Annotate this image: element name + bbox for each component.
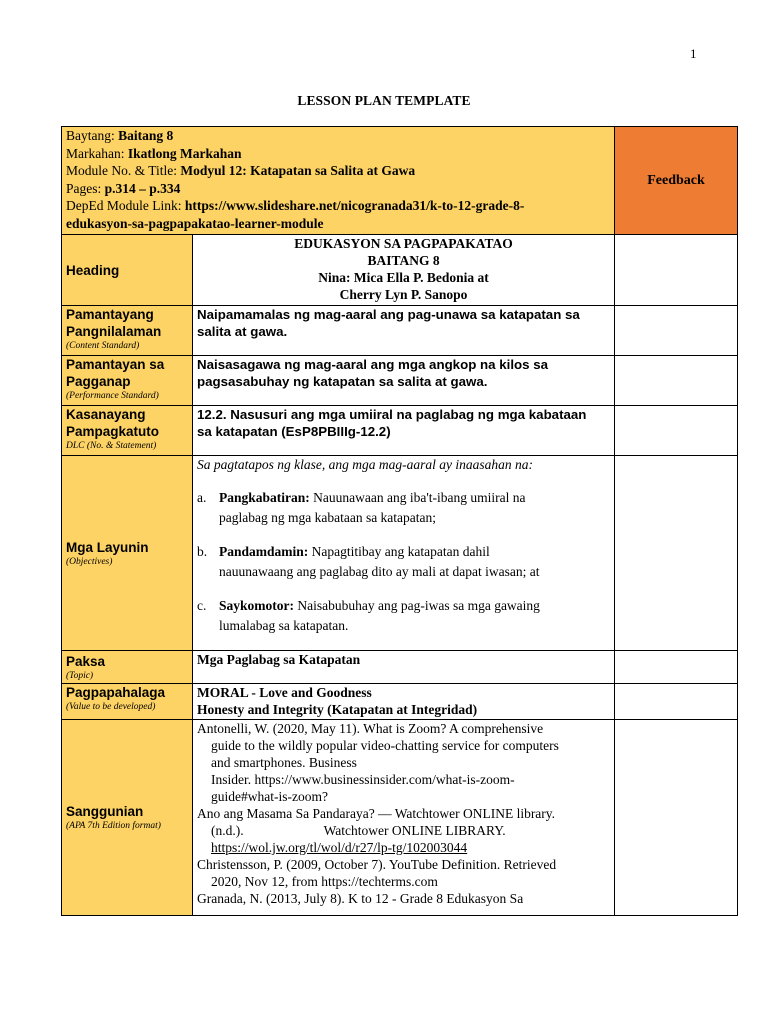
references-content bbox=[193, 720, 615, 916]
topic-row bbox=[62, 651, 738, 684]
topic-label: Paksa bbox=[66, 654, 106, 669]
reference-entry: Antonelli, W. (2020, May 11). What is Zoom? A comprehensive guide to the wildly popular video-chatting service for computers and smartphones. Business Insider. https://www.businessinsider.com/what-is-zoom- guide#what-is-zoom? bbox=[197, 721, 559, 804]
references-label-cell bbox=[62, 720, 193, 916]
feedback-cell[interactable] bbox=[615, 356, 738, 406]
objectives-intro: Sa pagtatapos ng klase, ang mga mag-aaral ay inaasahan na: bbox=[197, 457, 533, 472]
module-link[interactable]: https://www.slideshare.net/nicogranada31/k-to-12-grade-8- bbox=[184, 198, 525, 213]
performance-standard-label: Pamantayan sa bbox=[66, 357, 165, 372]
dlc-row bbox=[62, 406, 738, 456]
document-title: LESSON PLAN TEMPLATE bbox=[297, 93, 471, 108]
module-link-line: DepEd Module Link: https://www.slideshare.net/nicogranada31/k-to-12-grade-8- bbox=[66, 198, 525, 213]
heading-row bbox=[62, 235, 738, 306]
values-row bbox=[62, 684, 738, 720]
topic-text: Mga Paglabag sa Katapatan bbox=[193, 651, 615, 684]
dlc-sub: DLC (No. & Statement) bbox=[66, 441, 157, 451]
reference-link[interactable]: https://wol.jw.org/tl/wol/d/r27/lp-tg/102003044 bbox=[211, 840, 468, 855]
pages-value: p.314 – p.334 bbox=[104, 180, 181, 196]
objectives-content bbox=[193, 456, 615, 651]
feedback-cell[interactable] bbox=[615, 684, 738, 720]
heading-label-cell bbox=[62, 235, 193, 306]
feedback-header: Feedback bbox=[615, 127, 738, 235]
heading-content bbox=[193, 235, 615, 306]
references-label: Sanggunian bbox=[66, 804, 144, 819]
objective-title: Pangkabatiran: bbox=[219, 490, 310, 505]
performance-standard-text: Naisasagawa ng mag-aaral ang mga angkop na kilos sa pagsasabuhay ng katapatan sa salita at gawa. bbox=[193, 356, 615, 406]
feedback-cell[interactable] bbox=[615, 651, 738, 684]
references-sub: (APA 7th Edition format) bbox=[66, 821, 161, 831]
performance-standard-sub: (Performance Standard) bbox=[66, 391, 159, 401]
references-row bbox=[62, 720, 738, 916]
content-standard-text: Naipamamalas ng mag-aaral ang pag-unawa sa katapatan sa salita at gawa. bbox=[193, 306, 615, 356]
content-standard-label-cell: Pamantayang Pangnilalaman (Content Standard) bbox=[62, 306, 193, 356]
header-row bbox=[62, 127, 738, 235]
dlc-label: Kasanayang bbox=[66, 407, 146, 422]
feedback-cell[interactable] bbox=[615, 306, 738, 356]
module-line: Module No. & Title: Modyul 12: Katapatan sa Salita at Gawa bbox=[66, 163, 416, 178]
module-link-cont[interactable]: edukasyon-sa-pagpapakatao-learner-module bbox=[66, 215, 324, 231]
feedback-cell[interactable] bbox=[615, 235, 738, 306]
pages-line: Pages: p.314 – p.334 bbox=[66, 180, 181, 196]
dlc-label-cell: Kasanayang Pampagkatuto DLC (No. & Statement) bbox=[62, 406, 193, 456]
values-sub: (Value to be developed) bbox=[66, 702, 156, 712]
objective-item: a. Pangkabatiran: Nauunawaan ang iba't-ibang umiiral na paglabag ng mga kabataan sa katapatan; bbox=[197, 490, 526, 525]
values-label: Pagpapahalaga bbox=[66, 685, 166, 700]
heading-line-2: BAITANG 8 bbox=[367, 253, 440, 268]
objectives-label-cell bbox=[62, 456, 193, 651]
markahan-value: Ikatlong Markahan bbox=[127, 145, 242, 161]
topic-sub: (Topic) bbox=[66, 671, 94, 681]
feedback-cell[interactable] bbox=[615, 406, 738, 456]
objectives-sub: (Objectives) bbox=[66, 556, 113, 567]
performance-standard-label-cell: Pamantayan sa Pagganap (Performance Standard) bbox=[62, 356, 193, 406]
topic-label-cell bbox=[62, 651, 193, 684]
heading-label: Heading bbox=[66, 262, 120, 278]
content-standard-sub: (Content Standard) bbox=[66, 341, 140, 351]
objectives-row bbox=[62, 456, 738, 651]
reference-entry: Ano ang Masama Sa Pandaraya? — Watchtower ONLINE library. (n.d.). Watchtower ONLINE LIBRARY. https://wol.jw.org/tl/wol/d/r27/lp-tg/102003044 bbox=[197, 806, 556, 855]
baytang-line: Baytang: Baitang 8 bbox=[66, 128, 174, 143]
objective-title: Pandamdamin: bbox=[219, 544, 309, 559]
heading-line-3: Nina: Mica Ella P. Bedonia at bbox=[318, 270, 489, 285]
feedback-cell[interactable] bbox=[615, 456, 738, 651]
module-value: Modyul 12: Katapatan sa Salita at Gawa bbox=[180, 163, 416, 178]
objective-item: b. Pandamdamin: Napagtitibay ang katapatan dahil nauunawaang ang paglabag dito ay mali at dapat iwasan; at bbox=[197, 544, 540, 579]
reference-entry: Christensson, P. (2009, October 7). YouTube Definition. Retrieved 2020, Nov 12, from https://techterms.com bbox=[197, 857, 557, 889]
values-label-cell bbox=[62, 684, 193, 720]
feedback-cell[interactable] bbox=[615, 720, 738, 916]
performance-standard-row bbox=[62, 356, 738, 406]
lesson-plan-table bbox=[61, 126, 738, 916]
baytang-value: Baitang 8 bbox=[118, 128, 174, 143]
header-info-cell bbox=[62, 127, 615, 235]
content-standard-label: Pamantayang bbox=[66, 307, 154, 322]
objective-title: Saykomotor: bbox=[219, 598, 294, 613]
values-text: MORAL - Love and Goodness Honesty and Integrity (Katapatan at Integridad) bbox=[193, 684, 615, 720]
reference-entry: Granada, N. (2013, July 8). K to 12 - Grade 8 Edukasyon Sa bbox=[197, 891, 524, 906]
objectives-label: Mga Layunin bbox=[66, 539, 149, 555]
heading-line-1: EDUKASYON SA PAGPAPAKATAO bbox=[294, 236, 513, 251]
content-standard-row bbox=[62, 306, 738, 356]
objective-item: c. Saykomotor: Naisabubuhay ang pag-iwas sa mga gawaing lumalabag sa katapatan. bbox=[197, 598, 540, 633]
heading-line-4: Cherry Lyn P. Sanopo bbox=[339, 287, 468, 302]
dlc-text: 12.2. Nasusuri ang mga umiiral na paglabag ng mga kabataan sa katapatan (EsP8PBIIIg-12.2) bbox=[193, 406, 615, 456]
page-number: 1 bbox=[690, 46, 697, 61]
markahan-line: Markahan: Ikatlong Markahan bbox=[66, 145, 242, 161]
